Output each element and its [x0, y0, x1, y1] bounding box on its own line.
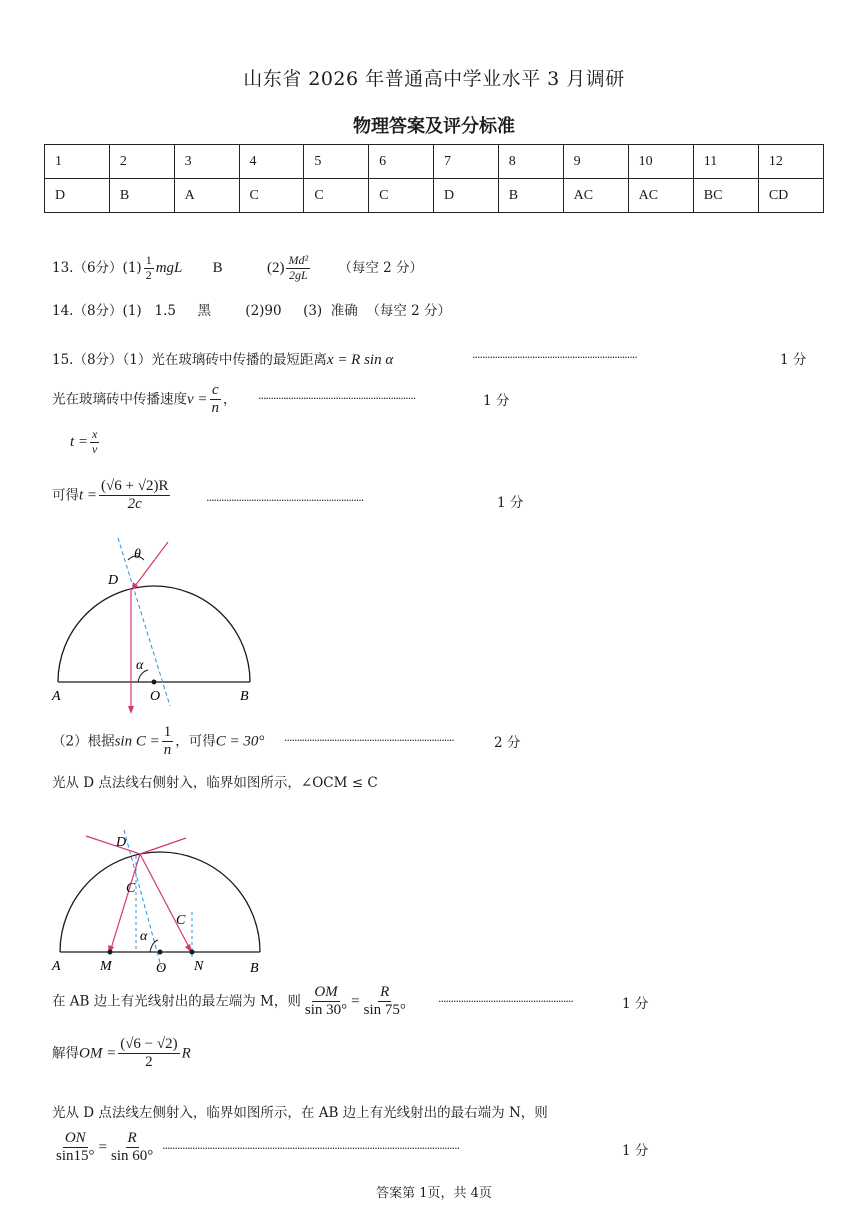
- q15-l5-num: 1: [162, 724, 174, 742]
- fig2-label-m: M: [100, 959, 112, 974]
- q15-l10-frac1: [54, 1130, 97, 1166]
- question-number-cell: 11: [693, 145, 758, 179]
- q15-l5-den: n: [163, 742, 172, 759]
- q15-l2-score: 1 分: [483, 393, 510, 409]
- fig1-label-a: A: [52, 689, 61, 704]
- q15-l10-n2: R: [126, 1130, 139, 1148]
- answer-cell: B: [109, 179, 174, 213]
- answer-cell: C: [369, 179, 434, 213]
- question-number-cell: 10: [628, 145, 693, 179]
- q15-l2-text: 光在玻璃砖中传播速度: [52, 391, 187, 408]
- q15-l4-text: 可得: [52, 487, 79, 504]
- q13-fraction-half: [144, 254, 154, 283]
- answer-cell: AC: [563, 179, 628, 213]
- fig1-refracted-arrow: [128, 706, 134, 714]
- q15-l8-num: (√6 − √2): [118, 1036, 179, 1054]
- q13-part2: (2): [266, 259, 285, 276]
- q15-l10-score: 1 分: [622, 1143, 649, 1159]
- fig1-label-b: B: [240, 689, 249, 704]
- answer-cell: D: [45, 179, 110, 213]
- q15-l5-mid: ，可得: [175, 733, 216, 750]
- q15-l3-frac: [90, 428, 99, 457]
- q15-l5-dots: ····································································: [284, 734, 454, 747]
- fig1-normal-line: [118, 538, 170, 706]
- q15-l7-d1: sin 30°: [304, 1002, 348, 1019]
- q15-l1-score: 1 分: [780, 352, 807, 368]
- fig1-label-d: D: [108, 573, 119, 588]
- q13-ans2-den: 2gL: [288, 267, 308, 282]
- q15-line8: [52, 1036, 191, 1072]
- q15-l5-result: C = 30°: [215, 733, 265, 750]
- question-number-cell: 6: [369, 145, 434, 179]
- fig1-arc: [58, 586, 250, 682]
- q15-l10-n1: ON: [63, 1130, 88, 1148]
- answer-cell: B: [498, 179, 563, 213]
- q15-l5-sin: sin C =: [114, 733, 160, 750]
- fig2-point-m: [108, 950, 113, 955]
- q13-ans1b: B: [212, 259, 223, 276]
- answer-table-number-row: [45, 145, 824, 179]
- answer-cell: CD: [758, 179, 823, 213]
- q13-ans2-num: Md²: [288, 253, 309, 267]
- figure-1-semicircle: [44, 530, 274, 720]
- answer-cell: C: [304, 179, 369, 213]
- fig2-label-a: A: [52, 959, 61, 974]
- q15-l7-n1: OM: [312, 984, 339, 1002]
- q15-l4-den: 2c: [127, 496, 142, 513]
- question-number-cell: 9: [563, 145, 628, 179]
- fig1-theta-label: θ: [134, 547, 141, 562]
- q15-l2-dots: ·······························································: [258, 392, 416, 405]
- fig2-ray-to-n: [140, 854, 191, 951]
- answer-cell: AC: [628, 179, 693, 213]
- question-number-cell: 8: [498, 145, 563, 179]
- q15-l8-frac: [118, 1036, 179, 1072]
- question-number-cell: 5: [304, 145, 369, 179]
- q13-note: （每空 2 分）: [338, 259, 424, 276]
- q15-l1-formula: x = R sin α: [326, 352, 394, 368]
- q13-label: 13.（6分）(1): [52, 259, 142, 276]
- q14-line: 14.（8分）(1) 1.5 黑 (2)90 (3) 准确 （每空 2 分）: [52, 303, 452, 319]
- q15-l5-text: （2）根据: [52, 733, 115, 750]
- q15-line4: [52, 478, 172, 514]
- q15-line1: [52, 348, 393, 369]
- q15-l2-den: n: [211, 400, 220, 417]
- question-number-cell: 12: [758, 145, 823, 179]
- question-number-cell: 1: [45, 145, 110, 179]
- q15-line5: [52, 724, 264, 760]
- q15-line2: 光在玻璃砖中传播速度v = $\frac{c}{n}$ ，: [52, 382, 237, 417]
- answer-table-answer-row: [45, 179, 824, 213]
- q13-fraction-2: [286, 254, 310, 283]
- fig2-label-o: O: [156, 961, 167, 976]
- q15-l1-dots: ··································································: [472, 351, 637, 364]
- q15-l3-num: x: [92, 427, 98, 441]
- q15-l8-den: 2: [145, 1054, 153, 1071]
- q15-l4-t: t =: [79, 487, 98, 504]
- q15-l10-frac2: [109, 1130, 155, 1166]
- fig2-ray-to-m: [110, 854, 140, 952]
- fig1-center-point: [152, 680, 157, 685]
- answer-table: [44, 144, 824, 213]
- q15-l10-dots: ·······················································································································: [162, 1142, 460, 1155]
- q15-l7-frac2: [362, 984, 408, 1020]
- figure-2-semicircle: [44, 820, 284, 980]
- fig2-alpha-label: α: [140, 929, 148, 944]
- q13-frac-num: 1: [145, 253, 152, 267]
- page-title: 山东省 2026 年普通高中学业水平 3 月调研: [243, 68, 625, 90]
- q15-line6: 光从 D 点法线右侧射入，临界如图所示，∠OCM ≤ C: [52, 775, 378, 791]
- answer-cell: A: [174, 179, 239, 213]
- q15-l8-tail: R: [181, 1045, 191, 1062]
- q15-l8-om: OM =: [79, 1045, 117, 1062]
- page-subtitle: 物理答案及评分标准: [353, 116, 515, 137]
- fig2-label-d: D: [116, 835, 127, 850]
- fig2-label-c2: C: [176, 913, 186, 928]
- page-footer: 答案第 1页，共 4页: [376, 1186, 492, 1201]
- fig2-arc: [60, 852, 260, 952]
- question-number-cell: 2: [109, 145, 174, 179]
- q15-l4-num: (√6 + √2)R: [99, 478, 170, 496]
- q15-l1-text: 15.（8分）（1）光在玻璃砖中传播的最短距离: [52, 352, 327, 368]
- q15-l2-num: c: [210, 382, 221, 400]
- q15-l3-t: t =: [70, 433, 89, 450]
- q15-l7-n2: R: [378, 984, 391, 1002]
- q15-line9: 光从 D 点法线左侧射入，临界如图所示，在 AB 边上有光线射出的最右端为 N，则: [52, 1105, 548, 1121]
- fig2-label-c1: C: [126, 881, 136, 896]
- answer-cell: D: [433, 179, 498, 213]
- q15-l7-d2: sin 75°: [363, 1002, 406, 1019]
- q15-l7-score: 1 分: [622, 996, 649, 1012]
- fig2-point-n: [190, 950, 195, 955]
- q13-ans1-tail: mgL: [155, 259, 183, 276]
- answer-cell: BC: [693, 179, 758, 213]
- q15-l7-frac1: [303, 984, 349, 1020]
- q15-l3-den: v: [92, 441, 98, 456]
- q15-l5-frac: [162, 724, 174, 760]
- q15-l10-d2: sin 60°: [110, 1148, 154, 1165]
- q15-l5-score: 2 分: [494, 735, 521, 751]
- q15-line10: $\frac{ON}{\sin 15^\circ}$ = $\frac{R}{\sin 60^\circ}$: [56, 1130, 154, 1165]
- q15-l2-v: v =: [187, 391, 208, 408]
- fig2-point-o: [158, 950, 163, 955]
- q15-line3: [70, 428, 101, 457]
- answer-cell: C: [239, 179, 304, 213]
- fig2-label-b: B: [250, 961, 259, 976]
- question-number-cell: 3: [174, 145, 239, 179]
- fig2-label-n: N: [194, 959, 204, 974]
- q15-l4-score: 1 分: [497, 495, 524, 511]
- fig1-alpha-label: α: [136, 658, 144, 673]
- q15-l7-dots: ······················································: [438, 995, 573, 1008]
- fig2-left-incident-ray: [86, 836, 140, 854]
- q13-frac-den: 2: [145, 267, 152, 282]
- question-number-cell: 4: [239, 145, 304, 179]
- q15-l10-d1: sin15°: [56, 1148, 95, 1165]
- q15-l2-frac: [210, 382, 222, 418]
- q15-line7: 在 AB 边上有光线射出的最左端为 M，则 $\frac{OM}{\sin 30^\circ}$ = $\frac{R}{\sin 75^\circ}$: [52, 984, 406, 1019]
- q15-l7-text: 在 AB 边上有光线射出的最左端为 M，则: [52, 993, 301, 1010]
- question-number-cell: 7: [433, 145, 498, 179]
- fig1-label-o: O: [150, 689, 161, 704]
- q13-line: [52, 254, 423, 283]
- q15-l8-text: 解得: [52, 1045, 79, 1062]
- q15-l4-dots: ·······························································: [206, 494, 364, 507]
- q15-l4-frac: [99, 478, 170, 514]
